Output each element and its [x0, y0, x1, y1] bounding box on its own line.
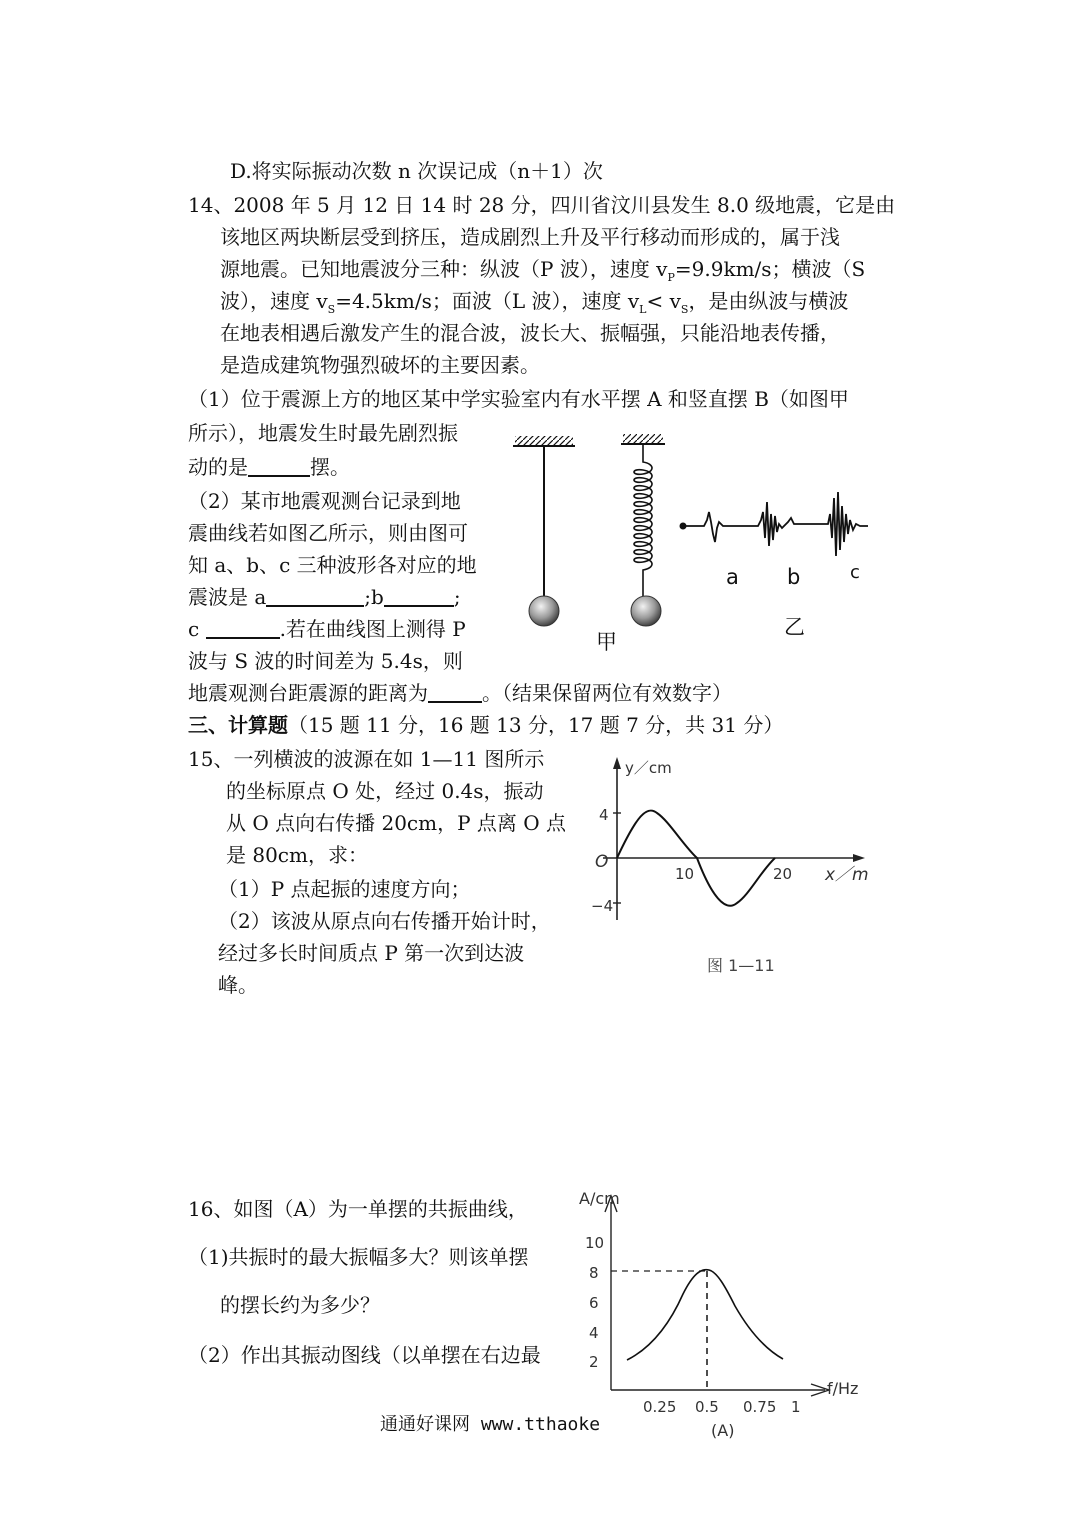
section-3-note: （15 题 11 分，16 题 13 分，17 题 7 分，共 31 分） — [288, 713, 784, 737]
y-tick-label-4: 4 — [599, 806, 609, 824]
q14-part2-line7 — [188, 678, 732, 708]
q15-line1: 15、一列横波的波源在如 1—11 图所示 — [188, 747, 545, 771]
q14-line4-mid: =4.5km/s；面波（L 波），速度 v — [335, 289, 640, 313]
q15-line2: 的坐标原点 O 处，经过 0.4s，振动 — [226, 779, 544, 803]
option-d: D.将实际振动次数 n 次误记成（n＋1）次 — [230, 159, 603, 183]
pendulum-bob-a — [529, 596, 559, 626]
x-tick-label-10: 10 — [675, 865, 695, 883]
y-axis-arrow — [613, 757, 621, 769]
sub-p: P — [667, 271, 675, 284]
origin-label: O — [595, 852, 609, 872]
page-footer: 通通好课网 www.tthaoke — [380, 1414, 601, 1435]
resonance-graph — [575, 1182, 875, 1444]
sub-s: S — [327, 303, 336, 316]
y-axis-label: y／cm — [625, 759, 672, 777]
q14-part1-line1: （1）位于震源上方的地区某中学实验室内有水平摆 A 和竖直摆 B（如图甲 — [188, 387, 849, 411]
fig-jia-label: 甲 — [596, 630, 617, 654]
q14-part2-line4 — [188, 582, 461, 612]
q14-line2: 该地区两块断层受到挤压，造成剧烈上升及平行移动而形成的，属于浅 — [220, 225, 840, 249]
q16-line3: 的摆长约为多少？ — [220, 1293, 380, 1317]
ceiling-b — [623, 434, 663, 443]
wave-graph — [585, 755, 885, 985]
figure-caption-1-11: 图 1—11 — [707, 956, 775, 975]
q14-part2-l4c: ; — [453, 585, 461, 609]
amp-tick-2: 2 — [589, 1353, 599, 1371]
pendulum-bob-b — [631, 596, 661, 626]
q14-part2-l7a: 地震观测台距震源的距离为 — [188, 681, 428, 705]
q14-line3-rest: =9.9km/s；横波（S — [674, 257, 866, 281]
q15-line8: 峰。 — [218, 973, 258, 997]
q15-line5: （1）P 点起振的速度方向； — [218, 877, 471, 901]
q16-line2: （1)共振时的最大振幅多大？则该单摆 — [188, 1245, 529, 1269]
ceiling-a — [515, 436, 573, 445]
q15-line7: 经过多长时间质点 P 第一次到达波 — [218, 941, 525, 965]
q14-line4-text: 波），速度 v — [220, 289, 328, 313]
fig-yi-label: 乙 — [784, 615, 805, 639]
freq-axis-label: f/Hz — [827, 1379, 859, 1398]
q15-line6: （2）该波从原点向右传播开始计时， — [218, 909, 551, 933]
x-axis-arrow — [853, 854, 865, 862]
q14-line1: 14、2008 年 5 月 12 日 14 时 28 分，四川省汶川县发生 8.0 级地震，它是由 — [188, 193, 896, 217]
q14-part1-line3 — [188, 452, 350, 482]
answer-blank-a[interactable] — [266, 585, 364, 607]
figure-caption-a: (A) — [711, 1421, 735, 1440]
answer-blank-pendulum[interactable] — [248, 455, 310, 477]
q14-line3-text: 源地震。已知地震波分三种：纵波（P 波），速度 v — [220, 257, 668, 281]
wave-label-c: c — [850, 562, 860, 583]
seismogram-figure — [678, 484, 878, 564]
spring — [634, 444, 652, 596]
q14-part1-line2: 所示），地震发生时最先剧烈振 — [188, 421, 458, 445]
x-tick-label-20: 20 — [773, 865, 793, 883]
amp-tick-10: 10 — [585, 1234, 605, 1252]
q14-line6: 是造成建筑物强烈破坏的主要因素。 — [220, 353, 540, 377]
q14-part2-line6: 波与 S 波的时间差为 5.4s，则 — [188, 649, 463, 673]
section-3-heading — [188, 710, 783, 740]
q15-line3: 从 O 点向右传播 20cm，P 点离 O 点 — [226, 811, 567, 835]
seismogram-trace — [683, 492, 868, 556]
q14-part2-line2: 震曲线若如图乙所示，则由图可 — [188, 521, 468, 545]
q14-part2-line1: （2）某市地震观测台记录到地 — [188, 489, 461, 513]
q14-part2-l5a: c — [188, 617, 206, 641]
amp-tick-8: 8 — [589, 1264, 599, 1282]
q15-line4: 是 80cm，求： — [226, 843, 368, 867]
answer-blank-c[interactable] — [206, 617, 280, 639]
x-axis-label: x／m — [825, 865, 869, 885]
freq-tick-1: 1 — [791, 1398, 801, 1416]
freq-tick-05: 0.5 — [695, 1398, 719, 1416]
q14-part1-text: 动的是 — [188, 455, 248, 479]
q14-line5: 在地表相遇后激发产生的混合波，波长大、振幅强，只能沿地表传播， — [220, 321, 840, 345]
sub-s2: S — [680, 303, 689, 316]
q14-part2-l5b: .若在曲线图上测得 P — [279, 617, 466, 641]
q14-part2-line5 — [188, 614, 466, 644]
sub-l: L — [639, 303, 647, 316]
y-tick-label-neg4: −4 — [591, 897, 614, 915]
freq-tick-025: 0.25 — [643, 1398, 677, 1416]
q16-line4: （2）作出其振动图线（以单摆在右边最 — [188, 1343, 541, 1367]
answer-blank-b[interactable] — [384, 585, 454, 607]
q14-part2-l4a: 震波是 a — [188, 585, 267, 609]
amp-tick-6: 6 — [589, 1294, 599, 1312]
q14-part2-line3: 知 a、b、c 三种波形各对应的地 — [188, 553, 477, 577]
answer-blank-distance[interactable] — [428, 681, 482, 703]
resonance-curve — [627, 1270, 783, 1360]
pendulum-figure — [505, 428, 685, 658]
q14-line4-lt: < v — [646, 289, 681, 313]
section-3-title: 三、计算题 — [188, 713, 288, 737]
freq-tick-075: 0.75 — [743, 1398, 777, 1416]
q16-line1: 16、如图（A）为一单摆的共振曲线， — [188, 1197, 528, 1221]
wave-label-b: b — [787, 565, 801, 589]
q14-part2-l4b: ;b — [364, 585, 384, 609]
wave-label-a: a — [726, 565, 739, 589]
q14-line4-rest: ，是由纵波与横波 — [688, 289, 849, 313]
amp-tick-4: 4 — [589, 1324, 599, 1342]
q14-part2-l7b: 。（结果保留两位有效数字） — [482, 681, 732, 705]
amp-axis-label: A/cm — [579, 1189, 620, 1208]
q14-part1-end: 摆。 — [310, 455, 350, 479]
